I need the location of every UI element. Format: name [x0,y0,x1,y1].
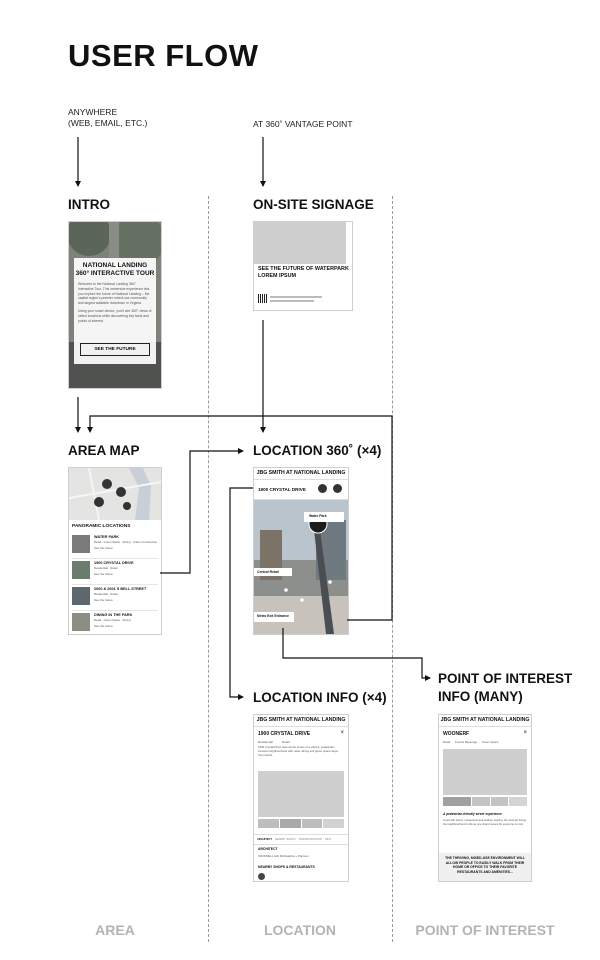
step-location-360-heading: LOCATION 360˚ (×4) [253,443,382,458]
location-name: 2000 & 2001 S BELL STREET [94,587,147,591]
poi-tag-metro-exit[interactable]: Metro Exit Entrance [257,614,289,618]
tab-nearby-shops[interactable]: NEARBY SHOPS [275,838,296,841]
page-title: USER FLOW [68,38,259,73]
poi-info-quote: THE THRIVING, MIXED-USE ENVIRONMENT WILL ALLOW PEOPLE TO EASILY WALK FROM THEIR HOME OR OFFICE TO THEIR FAVORITE RESTAURANTS AND AMENITIES... [445,856,525,874]
location-tags: Retail · Green Space · Dining · Under Construction [94,540,158,544]
tab-info[interactable]: INFO [324,838,332,841]
see-the-future-button[interactable]: SEE THE FUTURE [80,343,150,356]
poi-chip-food: Food & Beverage [455,740,477,744]
close-icon[interactable]: × [340,730,344,736]
entry-anywhere-label: ANYWHERE (WEB, EMAIL, ETC.) [68,107,148,128]
poi-info-title: WOONERF [443,731,470,737]
arrow-location-360-to-location-info [230,488,253,697]
arrow-location-360-to-area-map [90,416,392,620]
architect-section-body: ODONNELL with Pathwayline + Partners [258,854,309,858]
location-name: 1900 CRYSTAL DRIVE [94,561,134,565]
signage-heading: SEE THE FUTURE OF WATERPARK LOREM IPSUM [258,266,349,279]
poi-info-app-header: JBG SMITH AT NATIONAL LANDING [439,715,531,727]
close-icon[interactable]: × [523,730,527,736]
column-label-location: LOCATION [263,922,337,938]
location-tags: Retail · Green Space · Dining [94,618,131,622]
entry-vantage-label: AT 360˚ VANTAGE POINT [253,119,353,129]
poi-info-body: Lined with shops, restaurants and outdoor seating, the woonerf brings the neighbourhood to life as one shared space for everyone on foot. [443,819,527,826]
location-info-body: 1900 Crystal Drive rises as the centre of a vibrant, pedestrian-focused neighbourhood with retail, dining and green space steps from transit. [258,745,338,757]
poi-chip-retail: Retail [443,740,451,744]
location-info-chip-residential: Residential [258,740,273,744]
location-name: WATER PARK [94,535,119,539]
step-area-map-heading: AREA MAP [68,443,140,458]
see-the-future-link[interactable]: See the future [94,624,113,628]
column-label-area: AREA [95,922,135,938]
location-selector[interactable]: 1900 CRYSTAL DRIVE [258,487,306,492]
arrow-location-360-to-poi-info [283,628,430,678]
step-location-info-heading: LOCATION INFO (×4) [253,690,387,705]
see-the-future-link[interactable]: See the future [94,546,113,550]
step-poi-info-heading: POINT OF INTEREST INFO (MANY) [438,671,573,704]
intro-card-body: Welcome to the National Landing 360° Interactive Tour. This immersive experience lets you explore the future of National Landing – the capital region's premier mixed-use community and largest walkable downtown in Virginia. [78,282,150,306]
intro-card-body-2: Using your smart device, you'll see 360° views of select locations while discovering key facts and points of interest. [78,308,152,323]
location-info-app-header: JBG SMITH AT NATIONAL LANDING [254,715,348,727]
nearby-shops-heading: NEARBY SHOPS & RESTAURANTS [258,865,315,869]
poi-chip-green-space: Green Space [481,740,499,744]
location-name: DINING IN THE PARK [94,613,133,617]
tab-transportation[interactable]: TRANSPORTATION [298,838,322,841]
architect-section-heading: ARCHITECT [258,847,278,851]
poi-tag-water-park[interactable]: Water Park [309,514,327,518]
location-info-title: 1900 CRYSTAL DRIVE [258,731,311,737]
location-tags: Residential · Retail [94,592,118,596]
panoramic-locations-heading: PANORAMIC LOCATIONS [72,524,131,529]
location-info-chip-retail: Retail [282,740,290,744]
poi-tag-central-retail[interactable]: Central Retail [257,570,279,574]
step-signage-heading: ON-SITE SIGNAGE [253,197,374,212]
column-label-poi: POINT OF INTEREST [415,922,555,938]
poi-info-caption: A pedestrian-friendly street experience [443,812,502,816]
location-360-app-header: JBG SMITH AT NATIONAL LANDING [254,468,348,480]
see-the-future-link[interactable]: See the future [94,572,113,576]
tab-architect[interactable]: ARCHITECT [257,838,272,841]
location-tags: Residential · Retail [94,566,118,570]
step-intro-heading: INTRO [68,197,110,212]
see-the-future-link[interactable]: See the future [94,598,113,602]
intro-card-heading: NATIONAL LANDING 360° INTERACTIVE TOUR [75,262,155,277]
